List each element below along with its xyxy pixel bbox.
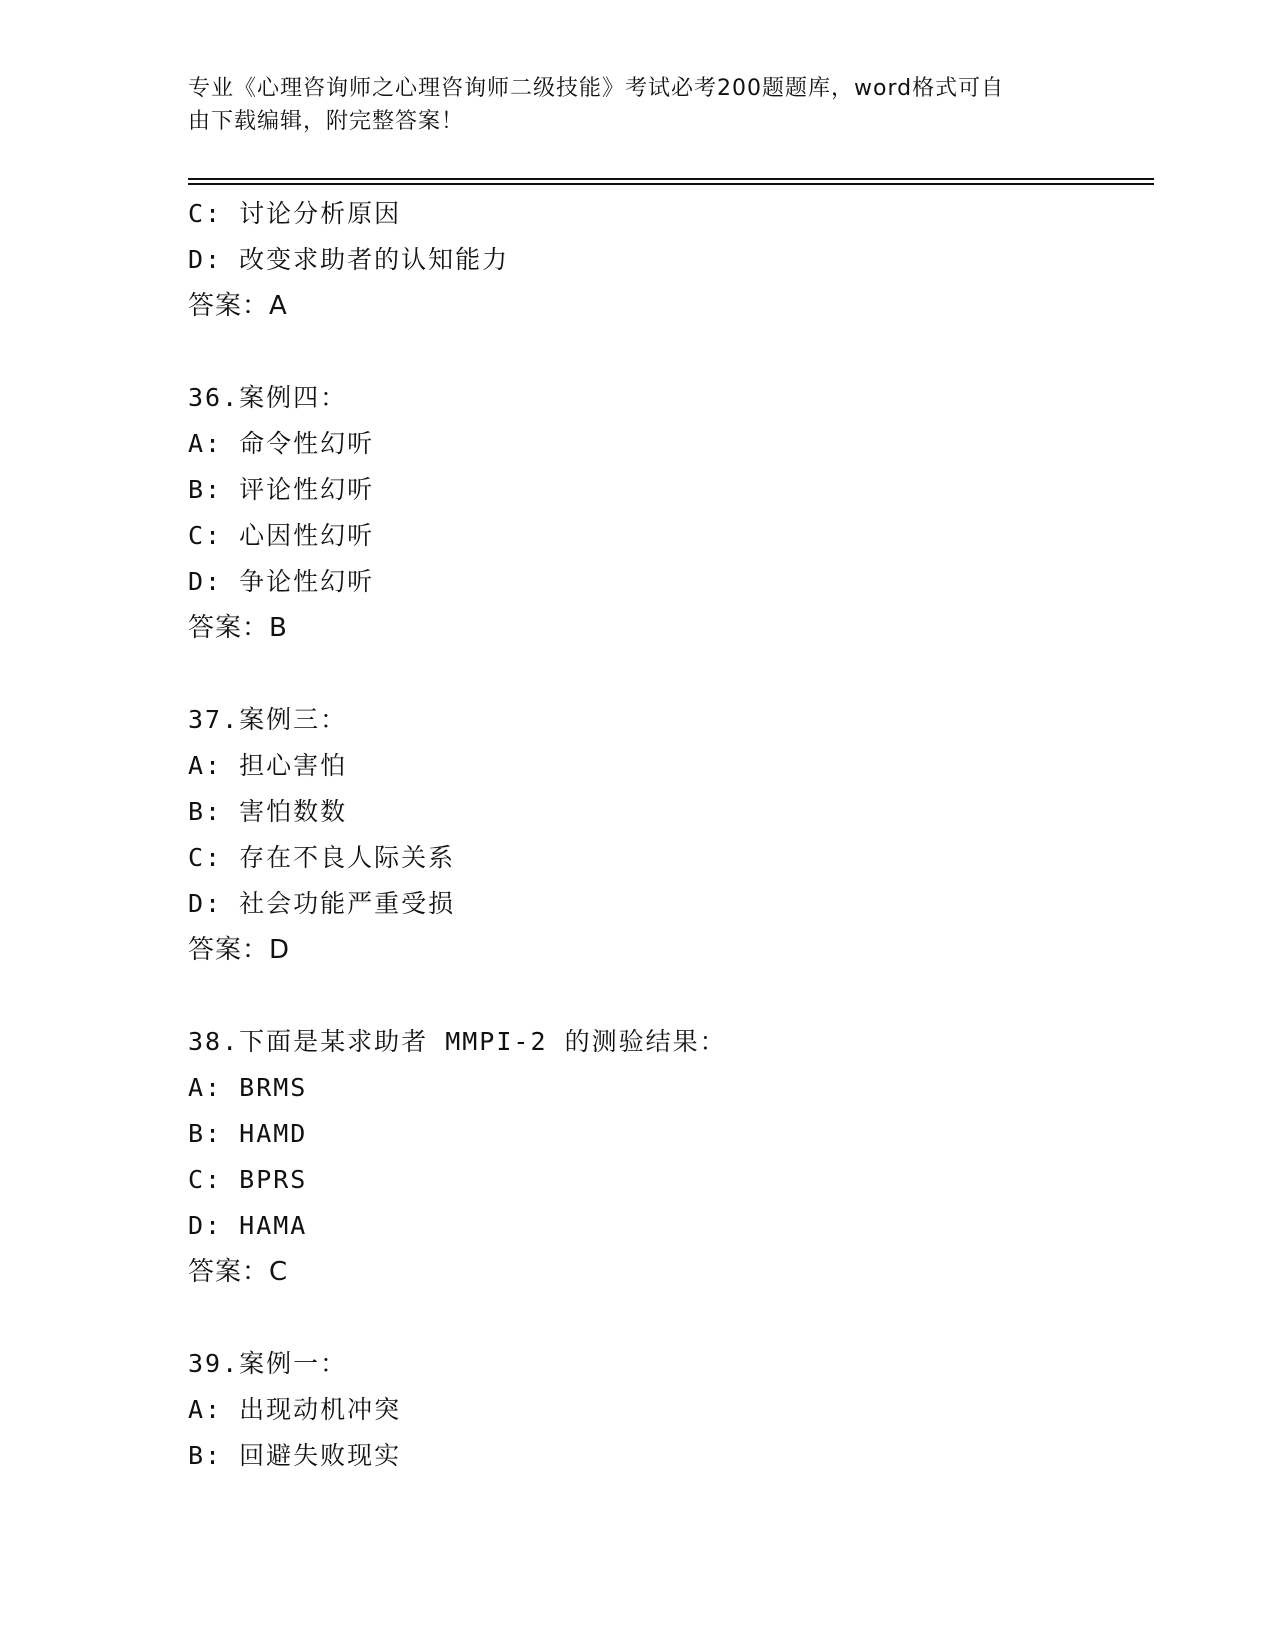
document-body xyxy=(188,191,1148,1479)
option-c: C: 存在不良人际关系 xyxy=(188,843,456,872)
option-b: B: 回避失败现实 xyxy=(188,1441,402,1470)
option-c: C: 讨论分析原因 xyxy=(188,199,402,228)
option-d: D: 争论性幻听 xyxy=(188,567,375,596)
question-stem: 38.下面是某求助者 MMPI-2 的测验结果： xyxy=(188,1027,727,1056)
option-a: A: BRMS xyxy=(188,1073,308,1102)
option-b: B: 害怕数数 xyxy=(188,797,348,826)
question-stem: 39.案例一： xyxy=(188,1349,348,1378)
question-block-37 xyxy=(188,697,1148,973)
spacer xyxy=(188,651,1148,697)
header-line-2: 由下载编辑，附完整答案！ xyxy=(188,109,465,134)
question-block-38 xyxy=(188,1019,1148,1295)
option-c: C: BPRS xyxy=(188,1165,308,1194)
option-d: D: 社会功能严重受损 xyxy=(188,889,456,918)
answer-line: 答案：D xyxy=(188,935,291,965)
document-header xyxy=(188,72,1068,138)
option-a: A: 出现动机冲突 xyxy=(188,1395,402,1424)
option-c: C: 心因性幻听 xyxy=(188,521,375,550)
answer-line: 答案：C xyxy=(188,1257,289,1287)
option-b: B: 评论性幻听 xyxy=(188,475,375,504)
question-block-36 xyxy=(188,375,1148,651)
header-line-1: 专业《心理咨询师之心理咨询师二级技能》考试必考200题题库，word格式可自 xyxy=(188,76,1005,101)
option-d: D: 改变求助者的认知能力 xyxy=(188,245,510,274)
spacer xyxy=(188,329,1148,375)
question-stem: 37.案例三： xyxy=(188,705,348,734)
question-block-continued xyxy=(188,191,1148,329)
header-divider-top xyxy=(188,178,1154,180)
question-stem: 36.案例四： xyxy=(188,383,348,412)
option-a: A: 担心害怕 xyxy=(188,751,348,780)
answer-line: 答案：B xyxy=(188,613,288,643)
spacer xyxy=(188,973,1148,1019)
option-b: B: HAMD xyxy=(188,1119,308,1148)
option-d: D: HAMA xyxy=(188,1211,308,1240)
question-block-39 xyxy=(188,1341,1148,1479)
header-divider-bottom xyxy=(188,183,1154,185)
answer-line: 答案：A xyxy=(188,291,288,321)
option-a: A: 命令性幻听 xyxy=(188,429,375,458)
spacer xyxy=(188,1295,1148,1341)
